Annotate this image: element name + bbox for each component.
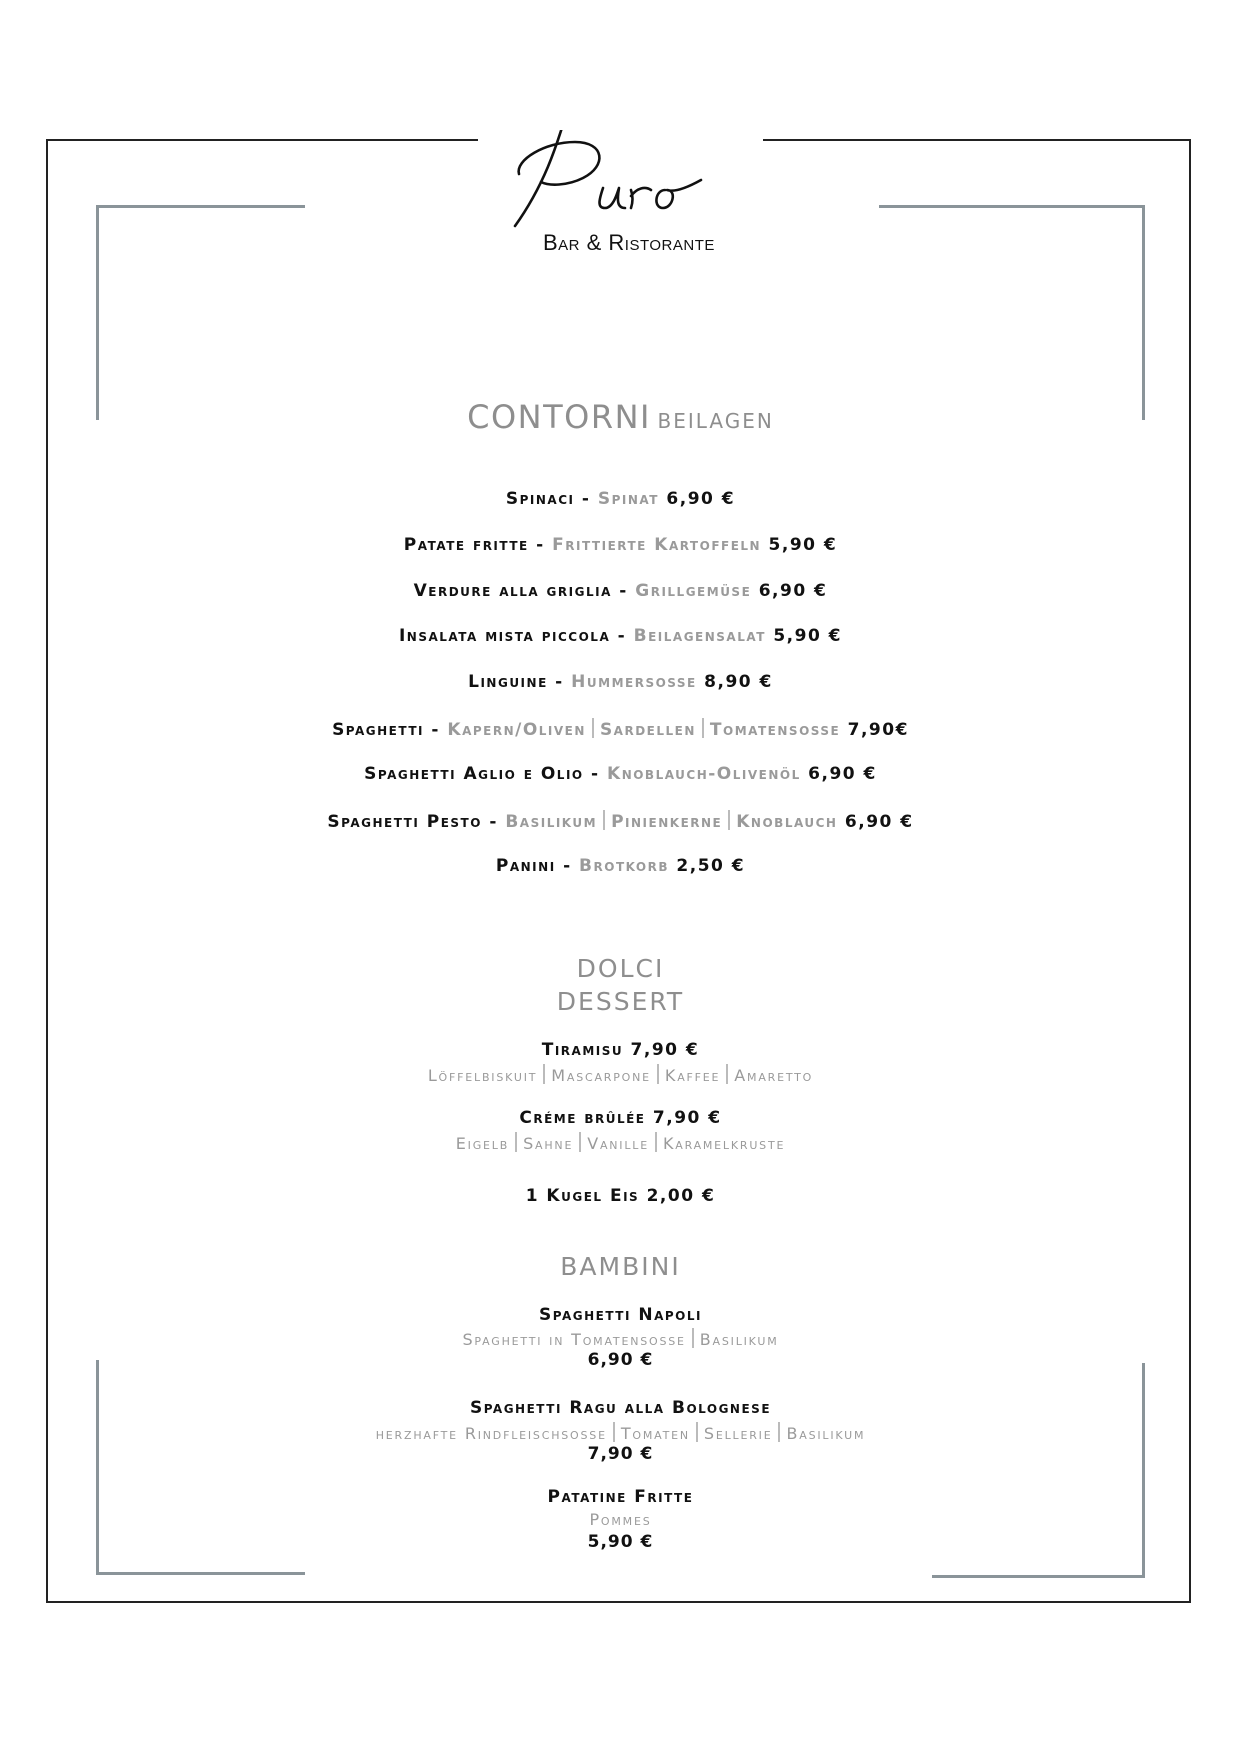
item-price: 7,90€ bbox=[840, 720, 909, 740]
dessert-desc bbox=[0, 1064, 1241, 1085]
kids-item-desc bbox=[0, 1328, 1241, 1349]
item-name: Verdure alla griglia - bbox=[413, 581, 636, 601]
separator bbox=[728, 810, 730, 830]
desc-part: Löffelbiskuit bbox=[427, 1066, 538, 1085]
separator bbox=[702, 718, 704, 738]
desc-part: Basilikum bbox=[786, 1424, 866, 1443]
separator bbox=[657, 1064, 659, 1084]
desc-part: Amaretto bbox=[734, 1066, 814, 1085]
desc-part: Eigelb bbox=[455, 1134, 510, 1153]
separator bbox=[778, 1422, 780, 1442]
separator bbox=[692, 1328, 694, 1348]
item-price: 8,90 € bbox=[696, 672, 773, 692]
dessert-name: Tiramisu 7,90 € bbox=[541, 1040, 700, 1060]
item-price: 5,90 € bbox=[761, 535, 838, 555]
item-price: 6,90 € bbox=[800, 764, 877, 784]
separator bbox=[543, 1064, 545, 1084]
desc-part: herzhafte Rindfleischsosse bbox=[375, 1424, 607, 1443]
kids-item-desc bbox=[0, 1422, 1241, 1443]
separator bbox=[579, 1132, 581, 1152]
item-desc: Knoblauch-Olivenöl bbox=[607, 764, 801, 784]
separator bbox=[696, 1422, 698, 1442]
desc-part: Karamelkruste bbox=[662, 1134, 786, 1153]
separator bbox=[515, 1132, 517, 1152]
separator bbox=[613, 1422, 615, 1442]
menu-item bbox=[0, 581, 1241, 601]
separator bbox=[592, 718, 594, 738]
desc-part: Basilikum bbox=[699, 1330, 779, 1349]
menu-item bbox=[0, 489, 1241, 509]
kids-item-name: Spaghetti Ragu alla Bolognese bbox=[469, 1398, 772, 1418]
item-price: 6,90 € bbox=[751, 581, 828, 601]
item-desc: Spinat bbox=[597, 489, 659, 509]
item-name: Spaghetti Aglio e Olio - bbox=[364, 764, 608, 784]
item-desc: Frittierte Kartoffeln bbox=[552, 535, 762, 555]
item-price: 6,90 € bbox=[837, 812, 914, 832]
section-title-contorni bbox=[0, 398, 1241, 436]
dessert-desc bbox=[0, 1132, 1241, 1153]
menu-item bbox=[0, 856, 1241, 876]
separator bbox=[726, 1064, 728, 1084]
item-desc: Basilikum bbox=[505, 812, 598, 832]
menu-item bbox=[0, 535, 1241, 555]
item-name: Spinaci - bbox=[505, 489, 598, 509]
desc-part: Mascarpone bbox=[551, 1066, 651, 1085]
item-desc: Tomatensosse bbox=[709, 720, 841, 740]
menu-item bbox=[0, 810, 1241, 832]
item-desc: Sardellen bbox=[599, 720, 696, 740]
item-price: 5,90 € bbox=[765, 626, 843, 646]
item-name: Spaghetti - bbox=[332, 720, 448, 740]
item-name: Insalata mista piccola - bbox=[398, 626, 634, 646]
item-price: 6,90 € bbox=[658, 489, 736, 509]
kids-item-name: Patatine Fritte bbox=[547, 1487, 694, 1507]
separator bbox=[655, 1132, 657, 1152]
item-desc: Hummersosse bbox=[571, 672, 697, 692]
item-name: Spaghetti Pesto - bbox=[327, 812, 506, 832]
restaurant-subtitle: Bar & Ristorante bbox=[543, 230, 715, 255]
desc-part: Spaghetti in Tomatensosse bbox=[462, 1330, 686, 1349]
desc-part: Sahne bbox=[523, 1134, 574, 1153]
dessert-name: 1 Kugel Eis 2,00 € bbox=[525, 1186, 716, 1206]
menu-item bbox=[0, 718, 1241, 740]
kids-item-desc: Pommes bbox=[589, 1510, 652, 1529]
puro-script-logo bbox=[505, 130, 745, 240]
menu-item bbox=[0, 626, 1241, 646]
item-desc: Grillgemüse bbox=[635, 581, 752, 601]
separator bbox=[603, 810, 605, 830]
corner-ornament-top-right bbox=[879, 205, 1145, 420]
item-desc: Beilagensalat bbox=[633, 626, 766, 646]
item-desc: Brotkorb bbox=[579, 856, 669, 876]
dolci-subtitle: DESSERT bbox=[556, 987, 685, 1016]
contorni-subtitle: BEILAGEN bbox=[657, 409, 774, 433]
item-desc: Kapern/Oliven bbox=[447, 720, 586, 740]
dessert-name: Créme brûlée 7,90 € bbox=[519, 1108, 722, 1128]
item-name: Panini - bbox=[495, 856, 580, 876]
kids-item-price: 7,90 € bbox=[587, 1444, 654, 1464]
menu-item bbox=[0, 764, 1241, 784]
item-name: Patate fritte - bbox=[403, 535, 553, 555]
item-price: 2,50 € bbox=[668, 856, 746, 876]
desc-part: Kaffee bbox=[664, 1066, 721, 1085]
corner-ornament-top-left bbox=[96, 205, 305, 420]
desc-part: Tomaten bbox=[620, 1424, 690, 1443]
item-name: Linguine - bbox=[468, 672, 572, 692]
kids-item-price: 6,90 € bbox=[587, 1350, 654, 1370]
bambini-title: BAMBINI bbox=[560, 1252, 681, 1281]
menu-item bbox=[0, 672, 1241, 692]
item-desc: Knoblauch bbox=[736, 812, 838, 832]
restaurant-logo bbox=[505, 130, 745, 260]
dolci-title: DOLCI bbox=[576, 954, 665, 983]
contorni-title: CONTORNI bbox=[467, 398, 651, 436]
desc-part: Sellerie bbox=[703, 1424, 773, 1443]
desc-part: Vanille bbox=[587, 1134, 649, 1153]
kids-item-name: Spaghetti Napoli bbox=[539, 1305, 702, 1325]
kids-item-price: 5,90 € bbox=[587, 1532, 654, 1552]
item-desc: Pinienkerne bbox=[611, 812, 723, 832]
